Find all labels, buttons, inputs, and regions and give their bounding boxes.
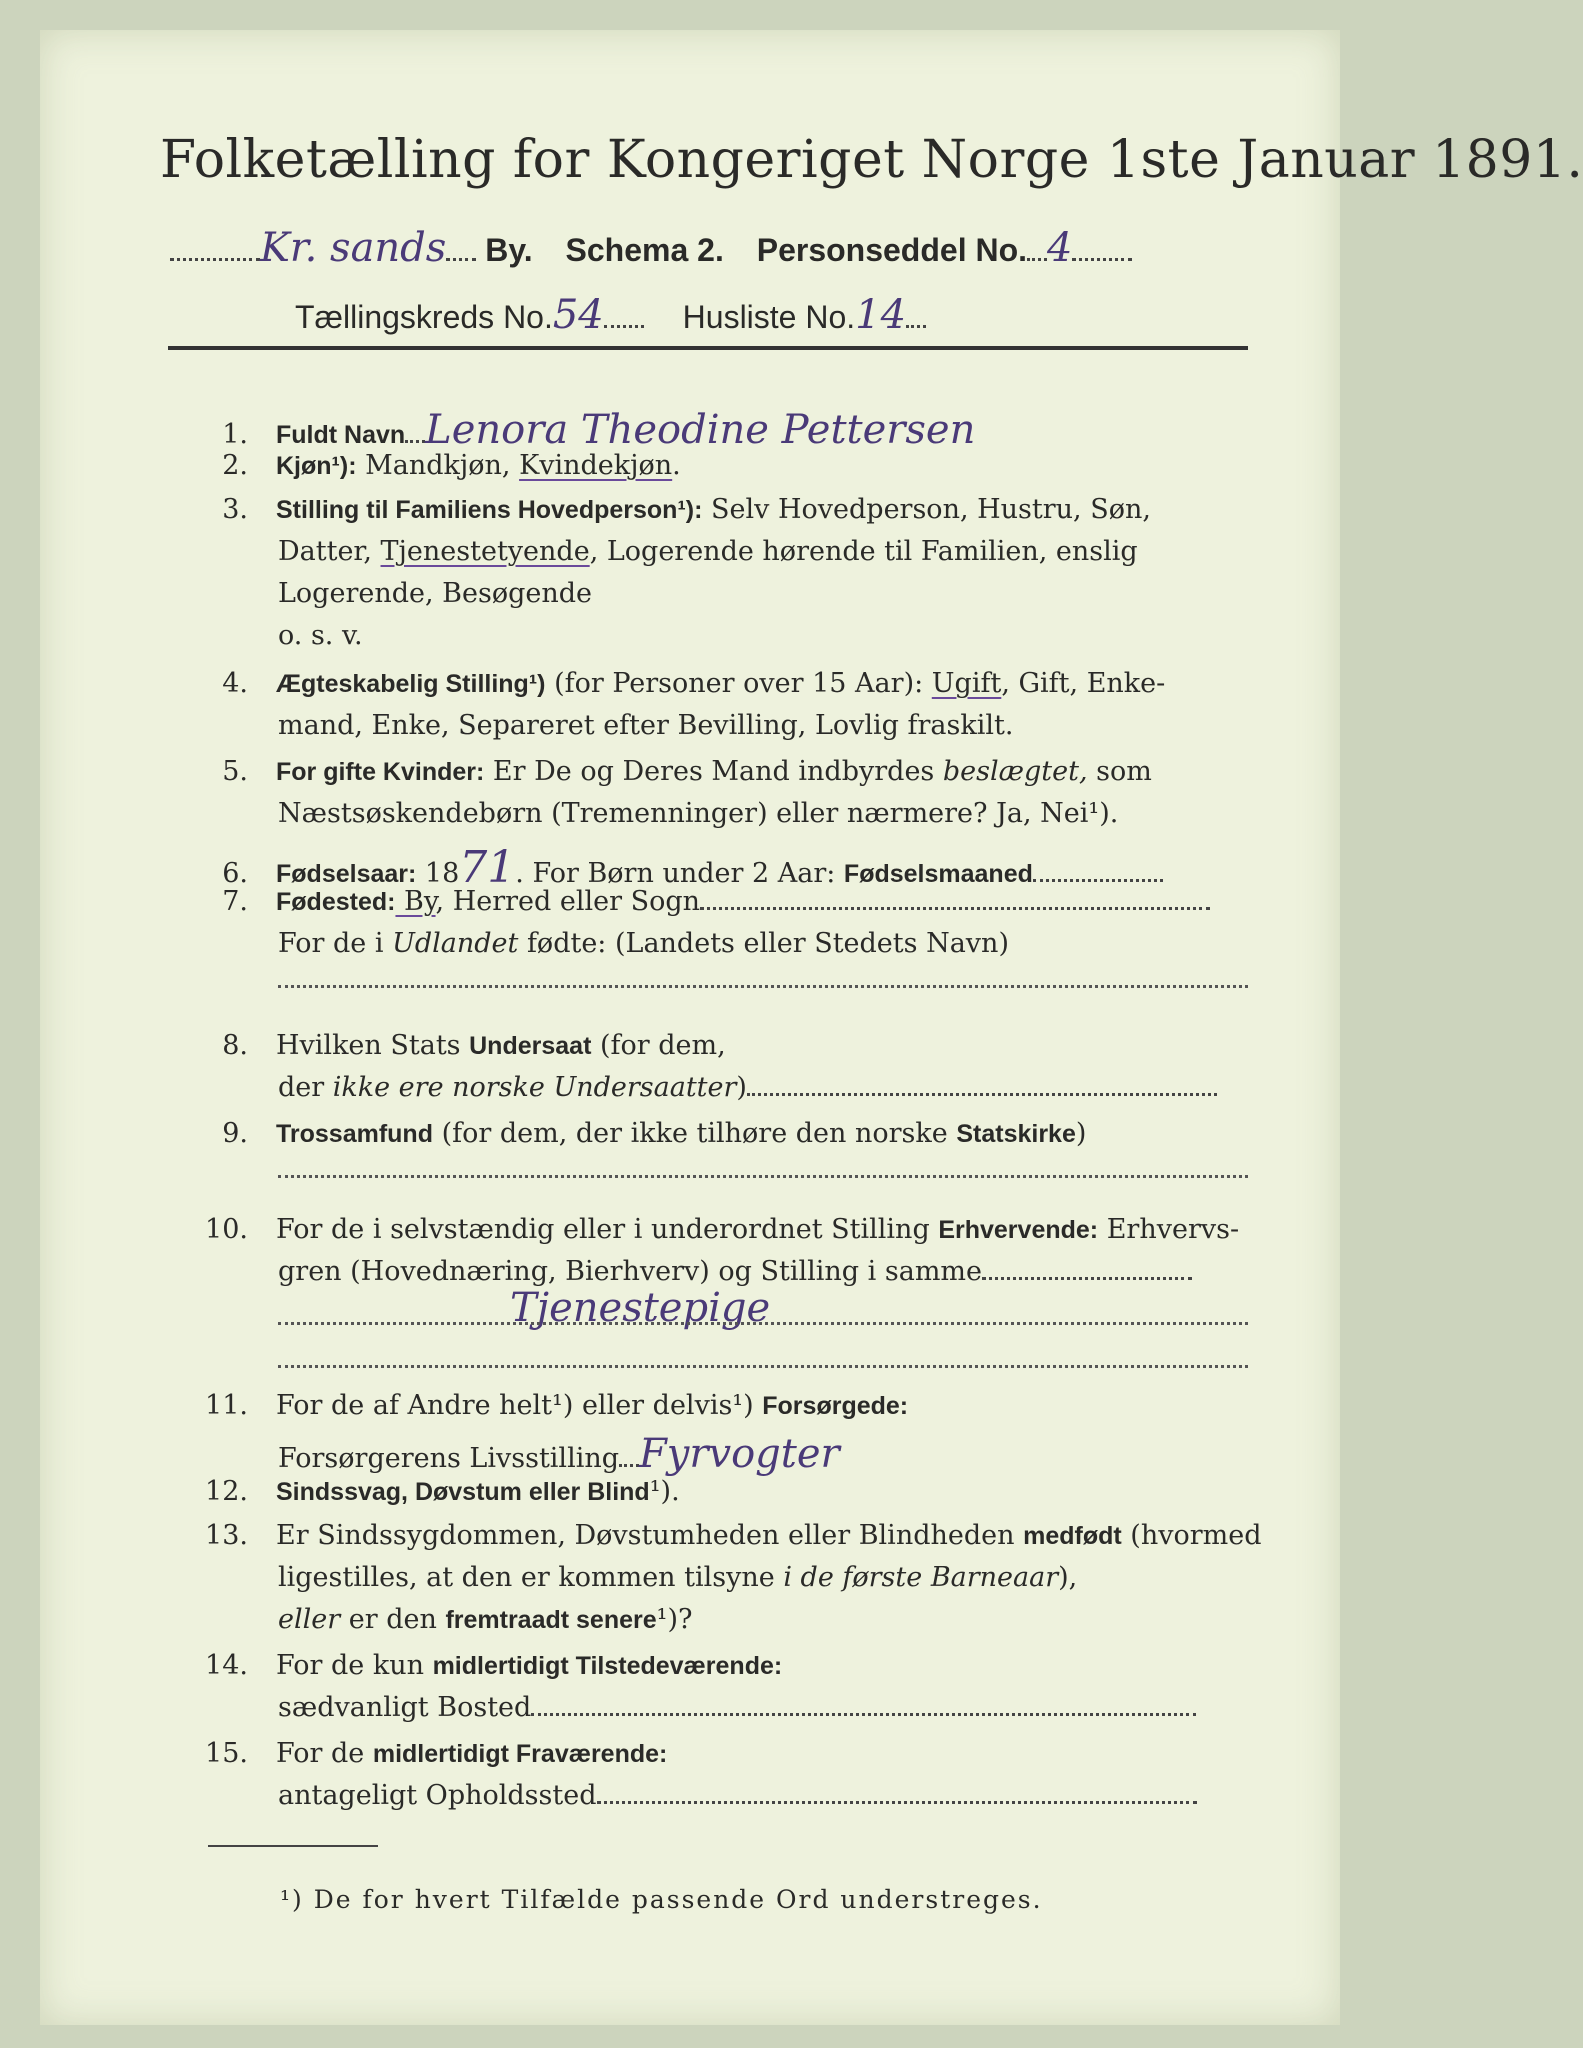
item-13-line3: eller er den fremtraadt senere¹)?	[278, 1604, 693, 1635]
by-label: By.	[485, 232, 533, 268]
item-10-blank-line-2	[278, 1365, 1248, 1368]
item-7: 7. Fødested: By, Herred eller Sogn	[170, 888, 1210, 915]
occupation-handwritten: Tjenestepige	[510, 1285, 771, 1331]
item-3-line2: Datter, Tjenestetyende, Logerende hørende til Familien, enslig	[278, 536, 1138, 567]
city-line	[170, 225, 1132, 271]
item-6: 6. Fødselsaar: 1871. For Børn under 2 Aar: Fødselsmaaned	[170, 846, 1163, 890]
item-8-line2: der ikke ere norske Undersaatter)	[278, 1074, 1217, 1101]
item-15-line2: antageligt Opholdssted	[278, 1782, 1197, 1809]
item-10: 10. For de i selvstændig eller i underordnet Stilling Erhvervende: Erhvervs-	[205, 1214, 1240, 1245]
item-5-line2: Næstsøskendebørn (Tremenninger) eller nærmere? Ja, Nei¹).	[278, 798, 1119, 829]
item-4-line2: mand, Enke, Separeret efter Bevilling, Lovlig fraskilt.	[278, 710, 1014, 741]
item-3: 3. Stilling til Familiens Hovedperson¹): Selv Hovedperson, Hustru, Søn,	[222, 494, 1151, 525]
item-9: 9. Trossamfund (for dem, der ikke tilhøre den norske Statskirke)	[222, 1118, 1087, 1149]
item-7-line2: For de i Udlandet fødte: (Landets eller Stedets Navn)	[278, 928, 1009, 959]
item-11: 11. For de af Andre helt¹) eller delvis¹) Forsørgede:	[205, 1390, 909, 1421]
item-13-line2: ligestilles, at den er kommen tilsyne i de første Barneaar),	[278, 1562, 1078, 1593]
footnote: ¹) De for hvert Tilfælde passende Ord understreges.	[280, 1885, 1043, 1914]
item-15: 15. For de midlertidigt Fraværende:	[205, 1738, 668, 1769]
footnote-rule	[208, 1845, 378, 1847]
husliste-number: 14	[855, 292, 907, 338]
personseddel-number: 4	[1047, 225, 1073, 271]
item-7-blank-line	[278, 985, 1248, 988]
item-13: 13. Er Sindssygdommen, Døvstumheden eller Blindheden medfødt (hvormed	[205, 1520, 1262, 1551]
city-handwritten: Kr. sands	[260, 225, 447, 271]
item-8: 8. Hvilken Stats Undersaat (for dem,	[222, 1030, 726, 1061]
item-12: 12. Sindssvag, Døvstum eller Blind¹).	[205, 1476, 680, 1507]
item-10-blank-line	[278, 1322, 1248, 1325]
item-9-blank-line	[278, 1175, 1248, 1178]
header-rule	[168, 346, 1248, 350]
district-line	[295, 292, 926, 338]
item-10-line2: gren (Hovednæring, Bierhverv) og Stilling i samme	[278, 1258, 1192, 1285]
item-14: 14. For de kun midlertidigt Tilstedeværende:	[205, 1650, 783, 1681]
item-5: 5. For gifte Kvinder: Er De og Deres Mand indbyrdes beslægtet, som	[222, 756, 1152, 787]
full-name-handwritten: Lenora Theodine Pettersen	[425, 407, 976, 453]
provider-occupation-handwritten: Fyrvogter	[639, 1431, 840, 1477]
item-4: 4. Ægteskabelig Stilling¹) (for Personer over 15 Aar): Ugift, Gift, Enke-	[222, 668, 1166, 699]
item-14-line2: sædvanligt Bosted	[278, 1694, 1196, 1721]
birth-year-handwritten: 71	[459, 842, 516, 893]
personseddel-label: Personseddel No.	[756, 232, 1028, 268]
census-form	[40, 30, 1583, 2025]
taellingskreds-label: Tællingskreds No.	[295, 299, 553, 335]
item-1: 1. Fuldt Navn Lenora Theodine Pettersen	[222, 407, 976, 453]
schema-label: Schema 2.	[565, 232, 724, 268]
item-2: 2. Kjøn¹): Mandkjøn, Kvindekjøn.	[222, 450, 681, 481]
form-title: Folketælling for Kongeriget Norge 1ste Januar 1891.	[160, 130, 1583, 190]
item-3-line4: o. s. v.	[278, 620, 363, 651]
taellingskreds-number: 54	[552, 292, 604, 338]
husliste-label: Husliste No.	[682, 299, 856, 335]
item-3-line3: Logerende, Besøgende	[278, 578, 592, 609]
item-11-line2: Forsørgerens Livsstilling Fyrvogter	[278, 1431, 840, 1477]
